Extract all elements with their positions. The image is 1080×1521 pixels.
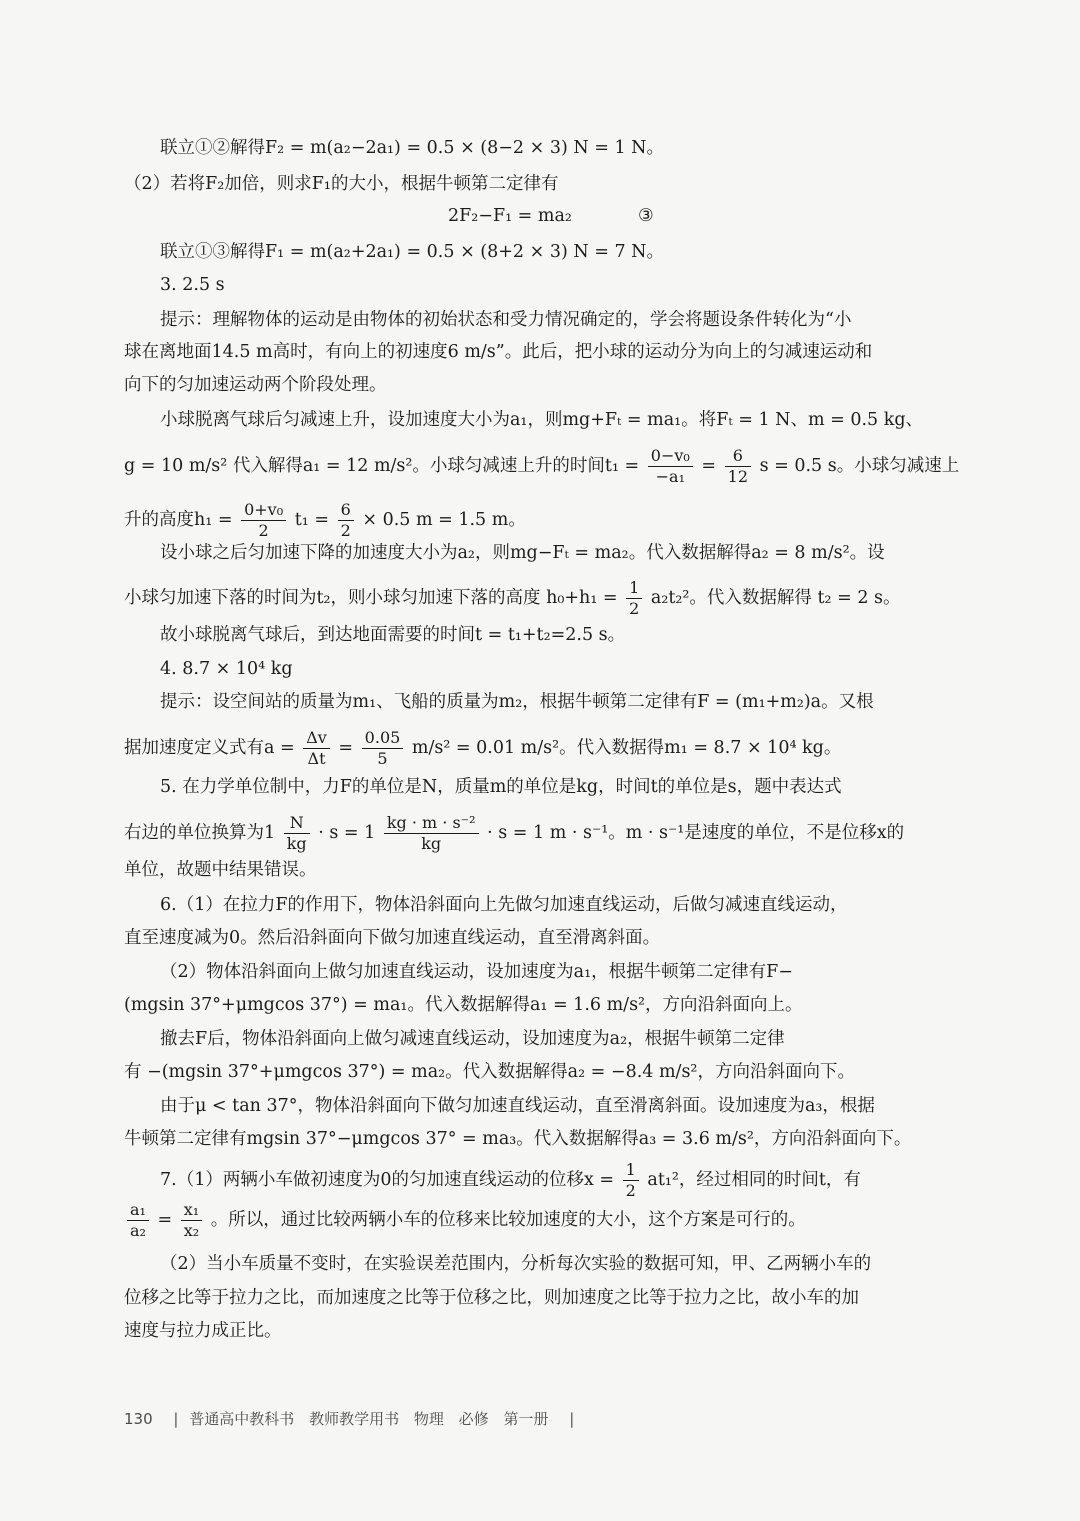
text-span: = xyxy=(338,738,354,758)
text-span: t₁ = xyxy=(294,510,329,530)
fraction: $\frac{N}{kg}$ xyxy=(284,813,310,854)
answer-heading: 3. 2.5 s xyxy=(160,275,225,295)
subject-label: 物理 xyxy=(413,1410,444,1428)
text-line: 撤去F后，物体沿斜面向上做匀减速直线运动，设加速度为a₂，根据牛顿第二定律 xyxy=(160,1029,785,1049)
level-label: 必修 xyxy=(458,1410,489,1428)
text-line: 联立①②解得F₂ = m(a₂−2a₁) = 0.5 × (8−2 × 3) N = 1 N。 xyxy=(160,138,664,158)
text-span: g = 10 m/s² 代入解得a₁ = 12 m/s²。小球匀减速上升的时间t₁ = xyxy=(124,456,640,476)
text-line: （2）当小车质量不变时，在实验误差范围内，分析每次实验的数据可知，甲、乙两辆小车的 xyxy=(160,1254,872,1274)
fraction: $\frac{6}{12}$ xyxy=(725,446,751,487)
answer-heading: 4. 8.7 × 10⁴ kg xyxy=(160,659,293,679)
text-line: 联立①③解得F₁ = m(a₂+2a₁) = 0.5 × (8+2 × 3) N = 7 N。 xyxy=(160,242,664,262)
text-line: 有 −(mgsin 37°+μmgcos 37°) = ma₂。代入数据解得a₂ = −8.4 m/s²，方向沿斜面向下。 xyxy=(124,1062,855,1082)
formula-line xyxy=(124,500,924,541)
text-span: 7.（1）两辆小车做初速度为0的匀加速直线运动的位移x = xyxy=(160,1170,615,1190)
equation-number: ③ xyxy=(638,206,654,226)
footer-separator: | xyxy=(173,1410,179,1428)
text-line: 由于μ < tan 37°，物体沿斜面向下做匀加速直线运动，直至滑离斜面。设加速度为a₃，根据 xyxy=(160,1096,875,1116)
formula-line xyxy=(124,1200,924,1241)
formula-line xyxy=(124,446,960,487)
text-line: 故小球脱离气球后，到达地面需要的时间t = t₁+t₂=2.5 s。 xyxy=(160,625,626,645)
text-line: 牛顿第二定律有mgsin 37°−μmgcos 37° = ma₃。代入数据解得a₃ = 3.6 m/s²，方向沿斜面向下。 xyxy=(124,1129,912,1149)
fraction: $\frac{1}{2}$ xyxy=(623,1160,639,1201)
text-line: 设小球之后匀加速下降的加速度大小为a₂，则mg−Fₜ = ma₂。代入数据解得a₂ = 8 m/s²。设 xyxy=(160,543,885,563)
fraction: $\frac{0.05}{5}$ xyxy=(362,728,404,769)
series-title: 教师教学用书 xyxy=(309,1410,400,1428)
fraction: $\frac{\Delta v}{\Delta t}$ xyxy=(303,728,330,769)
text-line: (mgsin 37°+μmgcos 37°) = ma₁。代入数据解得a₁ = 1.6 m/s²，方向沿斜面向上。 xyxy=(124,995,803,1015)
text-span: 右边的单位换算为1 xyxy=(124,823,276,843)
book-title: 普通高中教科书 xyxy=(189,1410,295,1428)
text-span: a₂t₂²。代入数据解得 t₂ = 2 s。 xyxy=(650,588,901,608)
text-span: 小球匀加速下落的时间为t₂，则小球匀加速下落的高度 h₀+h₁ = xyxy=(124,588,618,608)
page-footer xyxy=(124,1408,580,1429)
text-line: 单位，故题中结果错误。 xyxy=(124,860,317,880)
fraction: $\frac{6}{2}$ xyxy=(338,500,354,541)
text-span: 。所以，通过比较两辆小车的位移来比较加速度的大小，这个方案是可行的。 xyxy=(210,1210,806,1230)
fraction: $\frac{1}{2}$ xyxy=(626,578,642,619)
fraction: $\frac{\text{0−v₀}}{\text{−a₁}}$ xyxy=(648,446,693,487)
formula-line xyxy=(124,813,924,854)
text-line: 球在离地面14.5 m高时，有向上的初速度6 m/s”。此后，把小球的运动分为向上的匀减速运动和 xyxy=(124,342,873,362)
text-line: 位移之比等于拉力之比，而加速度之比等于位移之比，则加速度之比等于拉力之比，故小车的加 xyxy=(124,1288,859,1308)
text-span: m/s² = 0.01 m/s²。代入数据得m₁ = 8.7 × 10⁴ kg。 xyxy=(411,738,842,758)
text-line: （2）若将F₂加倍，则求F₁的大小，根据牛顿第二定律有 xyxy=(124,174,559,194)
fraction: $\frac{\text{0+v₀}}{2}$ xyxy=(241,500,286,541)
text-span: · s = 1 m · s⁻¹。m · s⁻¹是速度的单位，不是位移x的 xyxy=(487,823,905,843)
text-line: 速度与拉力成正比。 xyxy=(124,1321,282,1341)
text-span: · s = 1 xyxy=(318,823,376,843)
page-number: 130 xyxy=(124,1410,153,1428)
text-line: 小球脱离气球后匀减速上升，设加速度大小为a₁，则mg+Fₜ = ma₁。将Fₜ = 1 N、m = 0.5 kg、 xyxy=(160,410,924,430)
text-line: 6.（1）在拉力F的作用下，物体沿斜面向上先做匀加速直线运动，后做匀减速直线运动， xyxy=(160,895,848,915)
fraction: $\frac{\text{a₁}}{\text{a₂}}$ xyxy=(127,1200,149,1241)
text-span: 升的高度h₁ = xyxy=(124,510,233,530)
text-span: 据加速度定义式有a = xyxy=(124,738,295,758)
text-span: = xyxy=(701,456,717,476)
fraction: $\frac{\text{kg · m · s⁻²}}{kg}$ xyxy=(384,813,479,854)
text-span: = xyxy=(157,1210,173,1230)
volume-label: 第一册 xyxy=(503,1410,549,1428)
footer-end-separator: | xyxy=(569,1410,575,1428)
text-span: × 0.5 m = 1.5 m。 xyxy=(362,510,526,530)
text-line: 向下的匀加速运动两个阶段处理。 xyxy=(124,375,387,395)
text-line: 直至速度减为0。然后沿斜面向下做匀加速直线运动，直至滑离斜面。 xyxy=(124,928,661,948)
fraction: $\frac{\text{x₁}}{\text{x₂}}$ xyxy=(181,1200,202,1241)
formula-line xyxy=(160,1160,960,1201)
text-line: 提示：理解物体的运动是由物体的初始状态和受力情况确定的，学会将题设条件转化为“小 xyxy=(160,310,852,330)
equation: 2F₂−F₁ = ma₂ xyxy=(448,206,572,226)
text-line: 提示：设空间站的质量为m₁、飞船的质量为m₂，根据牛顿第二定律有F = (m₁+m₂)a。又根 xyxy=(160,692,874,712)
formula-line xyxy=(124,728,924,769)
text-span: s = 0.5 s。小球匀减速上 xyxy=(759,456,960,476)
equation-line xyxy=(448,204,708,228)
text-line: 5. 在力学单位制中，力F的单位是N，质量m的单位是kg，时间t的单位是s，题中表达式 xyxy=(160,777,842,797)
text-span: at₁²，经过相同的时间t，有 xyxy=(647,1170,861,1190)
formula-line xyxy=(124,578,924,619)
text-line: （2）物体沿斜面向上做匀加速直线运动，设加速度为a₁，根据牛顿第二定律有F− xyxy=(160,962,793,982)
